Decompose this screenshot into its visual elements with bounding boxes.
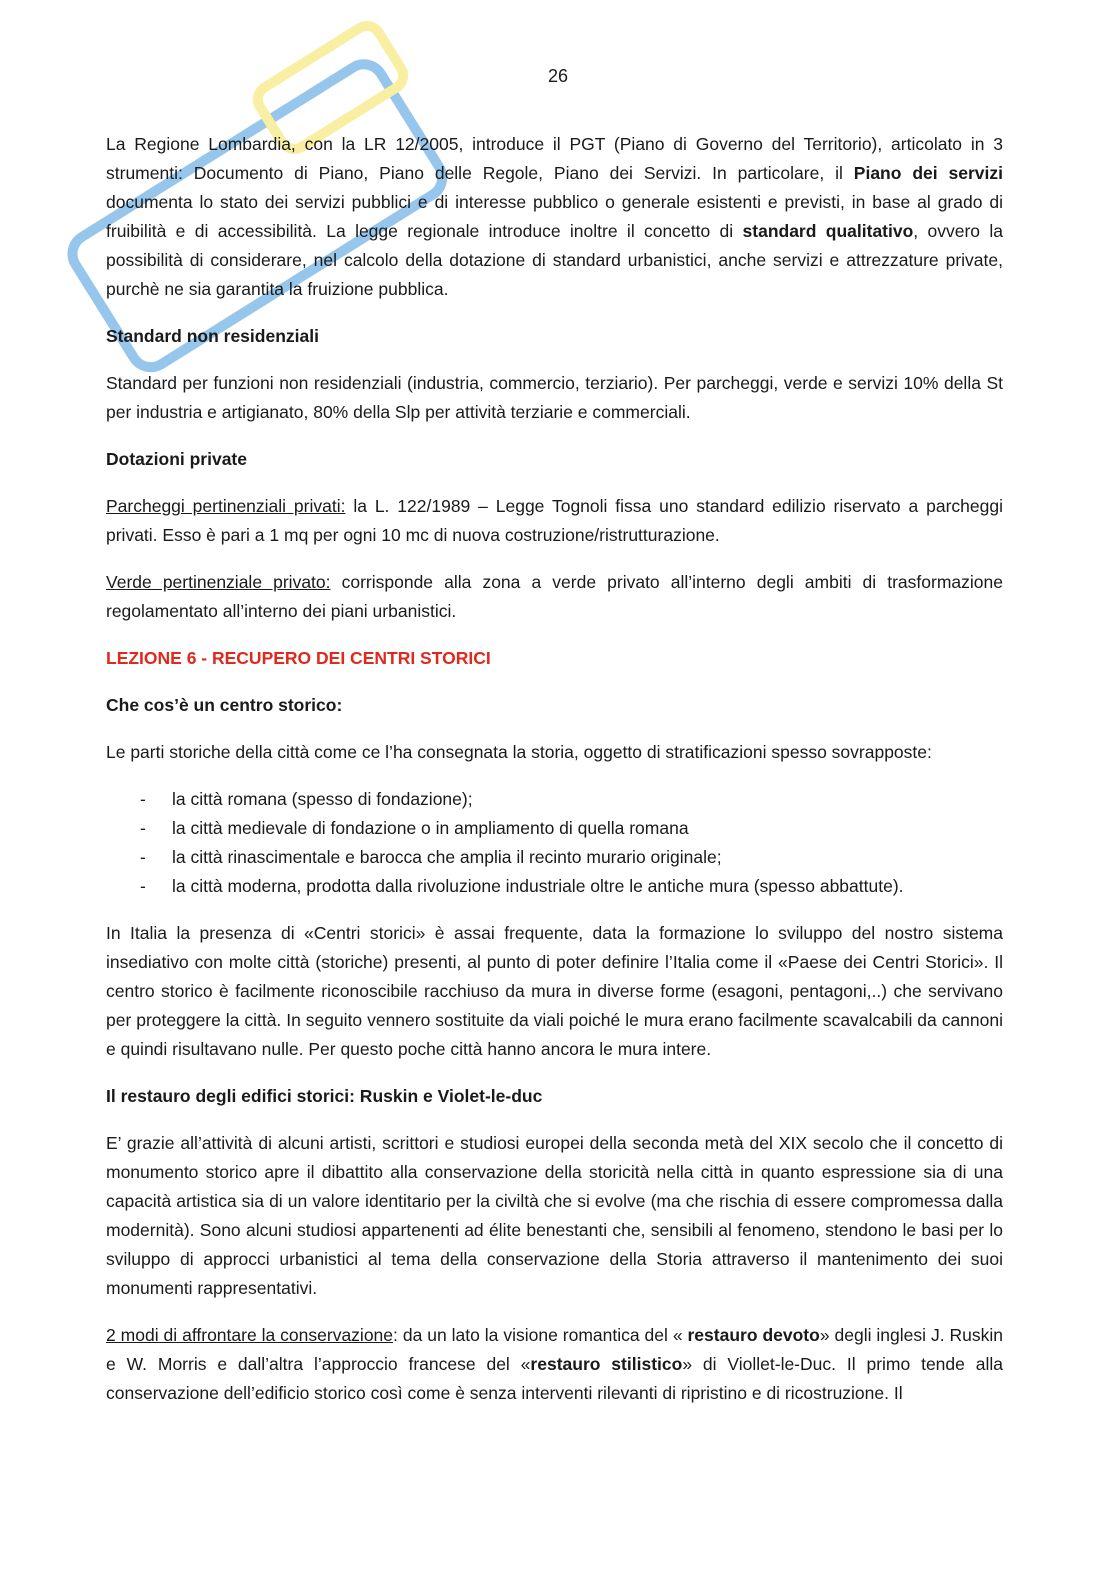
modi-label: 2 modi di affrontare la conservazione bbox=[106, 1325, 394, 1345]
list-item: - la città rinascimentale e barocca che amplia il recinto murario originale; bbox=[106, 843, 1003, 872]
nonres-paragraph: Standard per funzioni non residenziali (industria, commercio, terziario). Per parcheggi, verde e servizi 10% della St per industria e artigianato, 80% della Slp per attività terziarie e commerciali. bbox=[106, 373, 1003, 422]
heading-restauro: Il restauro degli edifici storici: Ruskin e Violet-le-duc bbox=[106, 1086, 543, 1106]
list-item: - la città moderna, prodotta dalla rivoluzione industriale oltre le antiche mura (spesso abbattute). bbox=[106, 872, 1003, 901]
centro-list bbox=[106, 785, 1003, 901]
restauro-paragraph: E’ grazie all’attività di alcuni artisti, scrittori e studiosi europei della seconda metà del XIX secolo che il concetto di monumento storico apre il dibattito alla conservazione della storicità nella città in quanto espressione sia di una capacità artistica sia di un valore identitario per la civiltà che si evolve (ma che rischia di essere compromessa dalla modernità). Sono alcuni studiosi appartenenti ad élite benestanti che, sensibili al fenomeno, stendono le basi per lo sviluppo di approcci urbanistici al tema della conservazione della Storia attraverso il mantenimento dei suoi monumenti rappresentativi. bbox=[106, 1133, 1003, 1298]
page-number: 26 bbox=[547, 66, 569, 86]
parking-paragraph: Parcheggi pertinenziali privati: la L. 122/1989 – Legge Tognoli fissa uno standard edilizio riservato a parcheggi privati. Esso è pari a 1 mq per ogni 10 mc di nuova costruzione/ristrutturazione. bbox=[106, 496, 1003, 545]
italia-paragraph: In Italia la presenza di «Centri storici» è assai frequente, data la formazione lo sviluppo del nostro sistema insediativo con molte città (storiche) presenti, al punto di poter definire l’Italia come il «Paese dei Centri Storici». Il centro storico è facilmente riconoscibile racchiuso da mura in diverse forme (esagoni, pentagoni,..) che servivano per proteggere la città. In seguito vennero sostituite da viali poiché le mura erano facilmente scavalcabili da cannoni e quindi risultavano nulle. Per questo poche città hanno ancora le mura intere. bbox=[106, 923, 1003, 1059]
list-item: - la città romana (spesso di fondazione); bbox=[106, 785, 1003, 814]
heading-standard-non-residenziali: Standard non residenziali bbox=[106, 326, 319, 346]
page-content bbox=[106, 130, 1003, 1426]
parking-label: Parcheggi pertinenziali privati: bbox=[106, 496, 346, 516]
list-item: - la città medievale di fondazione o in ampliamento di quella romana bbox=[106, 814, 1003, 843]
intro-paragraph: La Regione Lombardia, con la LR 12/2005, introduce il PGT (Piano di Governo del Territorio), articolato in 3 strumenti: Documento di Piano, Piano delle Regole, Piano dei Servizi. In particolare, il Piano dei servizi documenta lo stato dei servizi pubblici e di interesse pubblico o generale esistenti e previsti, in base al grado di fruibilità e di accessibilità. La legge regionale introduce inoltre il concetto di standard qualitativo, ovvero la possibilità di considerare, nel calcolo della dotazione di standard urbanistici, anche servizi e attrezzature private, purchè ne sia garantita la fruizione pubblica. bbox=[106, 134, 1004, 299]
lesson-heading: LEZIONE 6 - RECUPERO DEI CENTRI STORICI bbox=[106, 648, 491, 668]
modi-paragraph: 2 modi di affrontare la conservazione: da un lato la visione romantica del « restauro devoto» degli inglesi J. Ruskin e W. Morris e dall’altra l’approccio francese del «restauro stilistico» di Viollet-le-Duc. Il primo tende alla conservazione dell’edificio storico così come è senza interventi rilevanti di ripristino e di ricostruzione. Il bbox=[106, 1325, 1003, 1403]
green-label: Verde pertinenziale privato: bbox=[106, 572, 331, 592]
green-paragraph: Verde pertinenziale privato: corrisponde alla zona a verde privato all’interno degli ambiti di trasformazione regolamentato all’interno dei piani urbanistici. bbox=[106, 572, 1003, 621]
heading-centro-storico: Che cos’è un centro storico: bbox=[106, 695, 343, 715]
heading-dotazioni-private: Dotazioni private bbox=[106, 449, 247, 469]
centro-intro: Le parti storiche della città come ce l’ha consegnata la storia, oggetto di stratificazioni spesso sovrapposte: bbox=[106, 742, 932, 762]
